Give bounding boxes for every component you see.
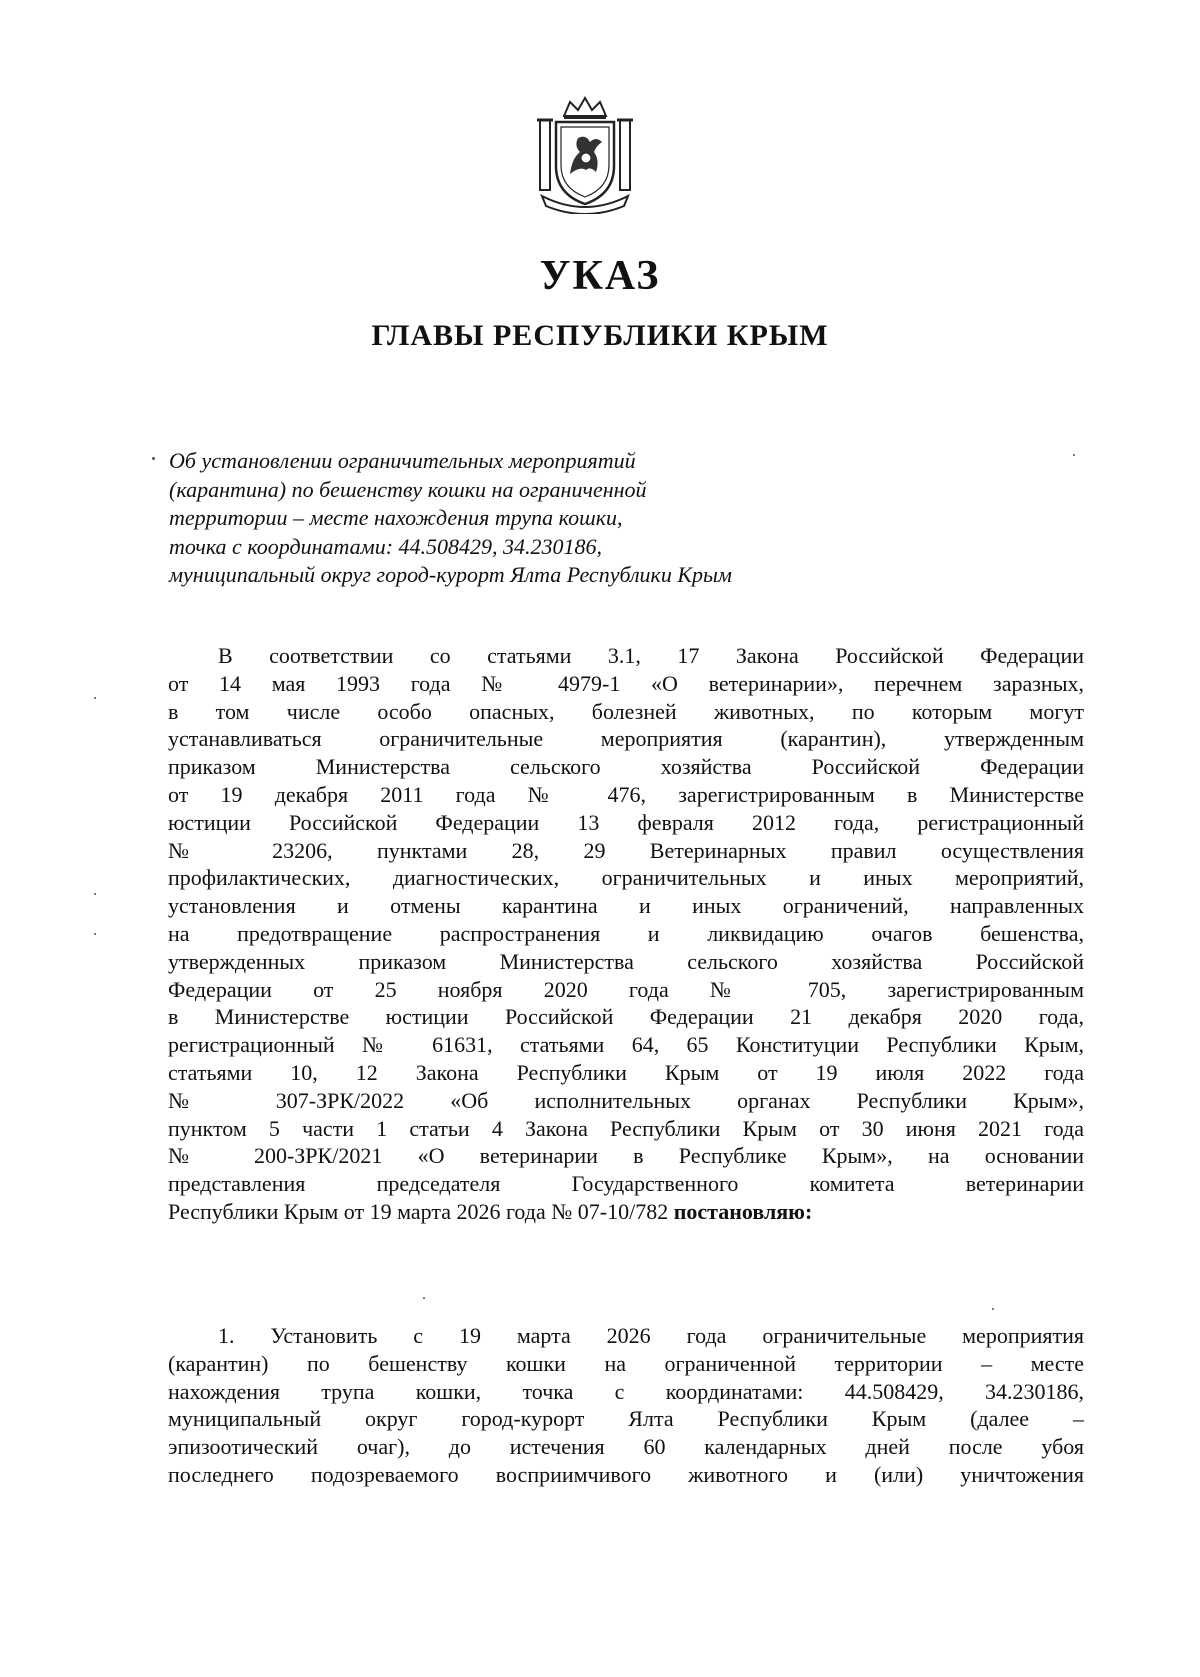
- heading-line: Об установлении ограничительных мероприятий: [169, 448, 636, 473]
- scan-speck: [94, 893, 96, 895]
- preamble-line: № 23206, пунктами 28, 29 Ветеринарных правил осуществления: [168, 837, 1084, 863]
- item-1-paragraph: [168, 1322, 1084, 1489]
- preamble-line: на предотвращение распространения и ликвидацию очагов бешенства,: [168, 920, 1084, 946]
- scan-speck: [1073, 454, 1075, 456]
- preamble-line: Федерации от 25 ноября 2020 года № 705, зарегистрированным: [168, 976, 1084, 1002]
- preamble-line: представления председателя Государственного комитета ветеринарии: [168, 1171, 1084, 1197]
- preamble-line: регистрационный № 61631, статьями 64, 65 Конституции Республики Крым,: [168, 1032, 1084, 1058]
- preamble-line: установления и отмены карантина и иных ограничений, направленных: [168, 893, 1084, 919]
- heading-line: муниципальный округ город-курорт Ялта Республики Крым: [169, 562, 732, 587]
- preamble-line: № 307-ЗРК/2022 «Об исполнительных органах Республики Крым»,: [168, 1087, 1084, 1113]
- scan-speck: [94, 697, 96, 699]
- item-1-line: последнего подозреваемого восприимчивого животного и (или) уничтожения: [168, 1461, 1084, 1487]
- scan-speck: [94, 933, 96, 935]
- preamble-line: в Министерстве юстиции Российской Федерации 21 декабря 2020 года,: [168, 1004, 1084, 1030]
- item-1-line: муниципальный округ город-курорт Ялта Республики Крым (далее –: [168, 1406, 1084, 1432]
- preamble-line: от 14 мая 1993 года № 4979-1 «О ветеринарии», перечнем заразных,: [168, 670, 1084, 696]
- scan-speck: [992, 1308, 994, 1310]
- item-1-line: эпизоотический очаг), до истечения 60 календарных дней после убоя: [168, 1434, 1084, 1460]
- heading-line: точка с координатами: 44.508429, 34.230186,: [169, 533, 603, 559]
- scan-speck: [152, 457, 155, 460]
- preamble-line: пунктом 5 части 1 статьи 4 Закона Республики Крым от 30 июня 2021 года: [168, 1115, 1084, 1141]
- document-subtitle: ГЛАВЫ РЕСПУБЛИКИ КРЫМ: [371, 319, 829, 352]
- preamble-last-line: [168, 1198, 1084, 1226]
- preamble-line: статьями 10, 12 Закона Республики Крым от 19 июля 2022 года: [168, 1059, 1084, 1085]
- preamble-line: юстиции Российской Федерации 13 февраля 2012 года, регистрационный: [168, 809, 1084, 835]
- heading-line: (карантина) по бешенству кошки на ограниченной: [169, 476, 647, 502]
- preamble-line: в том числе особо опасных, болезней животных, по которым могут: [168, 698, 1084, 724]
- coat-of-arms-emblem: [534, 96, 636, 214]
- document-title: УКАЗ: [539, 253, 661, 299]
- preamble-paragraph: [168, 642, 1084, 1226]
- decree-heading: [169, 447, 929, 590]
- preamble-line: В соответствии со статьями 3.1, 17 Закона Российской Федерации: [218, 643, 1084, 668]
- preamble-line: профилактических, диагностических, ограничительных и иных мероприятий,: [168, 865, 1084, 891]
- preamble-line: от 19 декабря 2011 года № 476, зарегистрированным в Министерстве: [168, 781, 1084, 807]
- decree-word: постановляю:: [673, 1198, 813, 1224]
- item-1-line: 1. Установить с 19 марта 2026 года ограничительные мероприятия: [218, 1323, 1084, 1348]
- preamble-line: устанавливаться ограничительные мероприятия (карантин), утвержденным: [168, 726, 1084, 752]
- preamble-last-text: Республики Крым от 19 марта 2026 года № 07-10/782: [168, 1198, 669, 1224]
- preamble-line: приказом Министерства сельского хозяйства Российской Федерации: [168, 754, 1084, 780]
- item-1-line: нахождения трупа кошки, точка с координатами: 44.508429, 34.230186,: [168, 1378, 1084, 1404]
- scan-speck: [423, 1297, 425, 1299]
- heading-line: территории – месте нахождения трупа кошки,: [169, 505, 623, 530]
- item-1-line: (карантин) по бешенству кошки на ограниченной территории – месте: [168, 1350, 1084, 1376]
- preamble-line: утвержденных приказом Министерства сельского хозяйства Российской: [168, 948, 1084, 974]
- preamble-line: № 200-ЗРК/2021 «О ветеринарии в Республике Крым», на основании: [168, 1143, 1084, 1169]
